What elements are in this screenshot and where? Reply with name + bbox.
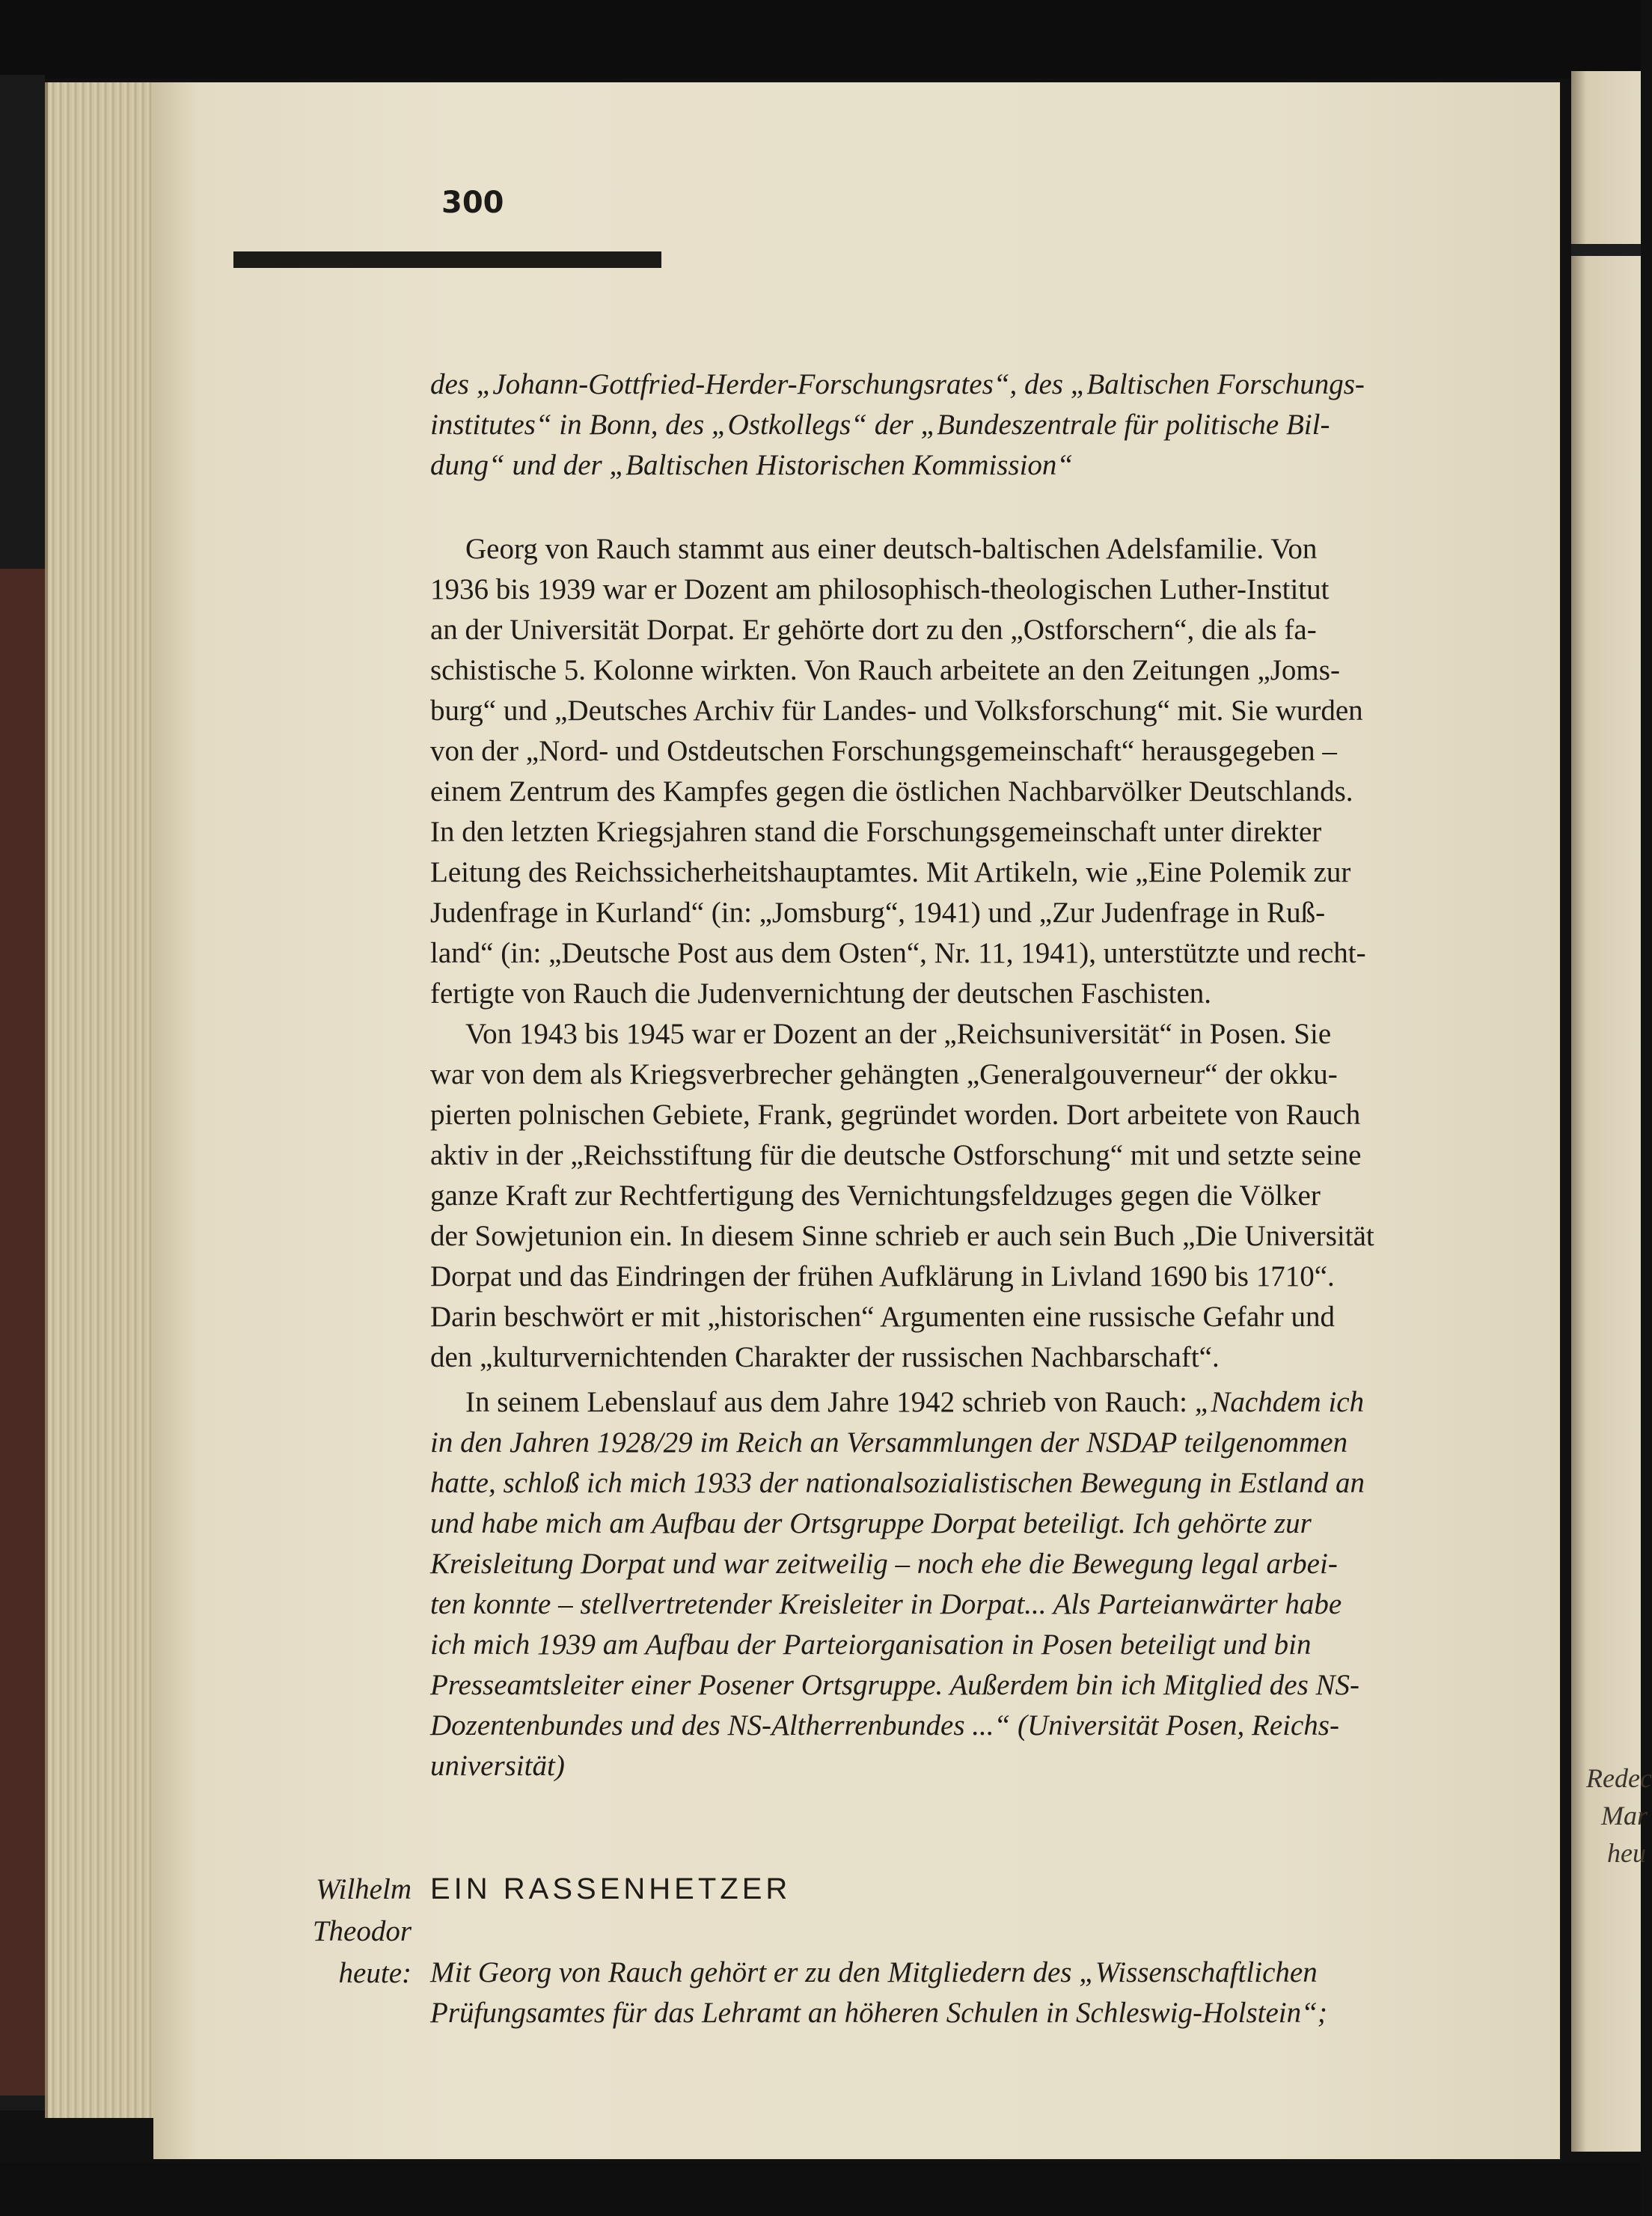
quote-intro: In seinem Lebenslauf aus dem Jahre 1942 schrieb von Rauch: xyxy=(465,1386,1195,1418)
text-line: ten konnte – stellvertretender Kreisleiter in Dorpat... Als Parteianwärter habe xyxy=(430,1588,1342,1620)
text-line: dung“ und der „Baltischen Historischen Kommission“ xyxy=(430,449,1074,481)
backdrop-bottom xyxy=(0,2163,1641,2216)
text-line: Darin beschwört er mit „historischen“ Argumenten eine russische Gefahr und xyxy=(430,1301,1335,1333)
section-heading: EIN RASSENHETZER xyxy=(430,1872,792,1905)
quote-start: „Nachdem ich xyxy=(1194,1386,1365,1418)
header-rule xyxy=(233,251,661,268)
text-line: Leitung des Reichssicherheitshauptamtes. Mit Artikeln, wie „Eine Polemik zur xyxy=(430,856,1351,888)
text-line: war von dem als Kriegsverbrecher gehängten „Generalgouverneur“ der okku- xyxy=(430,1058,1338,1090)
text-line: aktiv in der „Reichsstiftung für die deutsche Ostforschung“ mit und setzte seine xyxy=(430,1139,1362,1171)
text-line: in den Jahren 1928/29 im Reich an Versammlungen der NSDAP teilgenommen xyxy=(430,1426,1348,1459)
margin-name-line: Wilhelm xyxy=(316,1873,412,1905)
text-line: den „kulturvernichtenden Charakter der russischen Nachbarschaft“. xyxy=(430,1341,1220,1373)
text-line: der Sowjetunion ein. In diesem Sinne schrieb er auch sein Buch „Die Universität xyxy=(430,1220,1374,1252)
margin-name-line: heute: xyxy=(338,1957,412,1989)
text-line: Dorpat und das Eindringen der frühen Aufklärung in Livland 1690 bis 1710“. xyxy=(430,1260,1335,1292)
text-line: ganze Kraft zur Rechtfertigung des Vernichtungsfeldzuges gegen die Völker xyxy=(430,1179,1321,1212)
text-line: schistische 5. Kolonne wirkten. Von Rauch arbeitete an den Zeitungen „Joms- xyxy=(430,654,1340,686)
text-line: ich mich 1939 am Aufbau der Parteiorganisation in Posen beteiligt und bin xyxy=(430,1629,1312,1661)
text-line: und habe mich am Aufbau der Ortsgruppe Dorpat beteiligt. Ich gehörte zur xyxy=(430,1507,1312,1539)
text-line: des „Johann-Gottfried-Herder-Forschungsrates“, des „Baltischen Forschungs- xyxy=(430,368,1365,400)
text-line: land“ (in: „Deutsche Post aus dem Osten“, Nr. 11, 1941), unterstützte und recht- xyxy=(430,937,1366,969)
margin-name-line: Theodor xyxy=(312,1915,412,1947)
text-line: von der „Nord- und Ostdeutschen Forschungsgemeinschaft“ herausgegeben – xyxy=(430,735,1337,767)
facing-page-fragment: heu xyxy=(1607,1838,1646,1868)
backdrop-top xyxy=(0,0,1641,79)
text-line: an der Universität Dorpat. Er gehörte dort zu den „Ostforschern“, die als fa- xyxy=(430,614,1317,646)
text-line: Mit Georg von Rauch gehört er zu den Mitgliedern des „Wissenschaftlichen xyxy=(430,1956,1318,1988)
text-line: Dozentenbundes und des NS-Altherrenbundes ...“ (Universität Posen, Reichs- xyxy=(430,1709,1339,1742)
page-edges xyxy=(45,82,160,2118)
text-line: institutes“ in Bonn, des „Ostkollegs“ der „Bundeszentrale für politische Bil- xyxy=(430,409,1330,441)
text-line: 1936 bis 1939 war er Dozent am philosophisch-theologischen Luther-Institut xyxy=(430,573,1330,605)
text-line: Kreisleitung Dorpat und war zeitweilig – noch ehe die Bewegung legal arbei- xyxy=(430,1548,1338,1580)
text-line: Presseamtsleiter einer Posener Ortsgruppe. Außerdem bin ich Mitglied des NS- xyxy=(430,1669,1360,1701)
text-line: Prüfungsamtes für das Lehramt an höheren Schulen in Schleswig-Holstein“; xyxy=(430,1997,1327,2029)
text-line: hatte, schloß ich mich 1933 der nationalsozialistischen Bewegung in Estland an xyxy=(430,1467,1365,1499)
text-line: Von 1943 bis 1945 war er Dozent an der „Reichsuniversität“ in Posen. Sie xyxy=(465,1018,1332,1050)
text-line: fertigte von Rauch die Judenvernichtung der deutschen Faschisten. xyxy=(430,977,1212,1010)
page-number: 300 xyxy=(441,186,504,220)
facing-page-fragment: Redec xyxy=(1586,1763,1652,1793)
facing-page-fragment: Mar xyxy=(1601,1801,1648,1831)
text-line: In den letzten Kriegsjahren stand die Forschungsgemeinschaft unter direkter xyxy=(430,816,1322,848)
text-line: Judenfrage in Kurland“ (in: „Jomsburg“, 1941) und „Zur Judenfrage in Ruß- xyxy=(430,897,1326,929)
text-line: pierten polnischen Gebiete, Frank, gegründet worden. Dort arbeitete von Rauch xyxy=(430,1099,1361,1131)
text-line: Georg von Rauch stammt aus einer deutsch-baltischen Adelsfamilie. Von xyxy=(465,533,1318,565)
text-line: einem Zentrum des Kampfes gegen die östlichen Nachbarvölker Deutschlands. xyxy=(430,775,1353,808)
text-line xyxy=(465,1386,1580,1420)
text-line: universität) xyxy=(430,1750,565,1782)
text-line: burg“ und „Deutsches Archiv für Landes- und Volksforschung“ mit. Sie wurden xyxy=(430,695,1363,727)
facing-page-rule xyxy=(1571,244,1641,256)
